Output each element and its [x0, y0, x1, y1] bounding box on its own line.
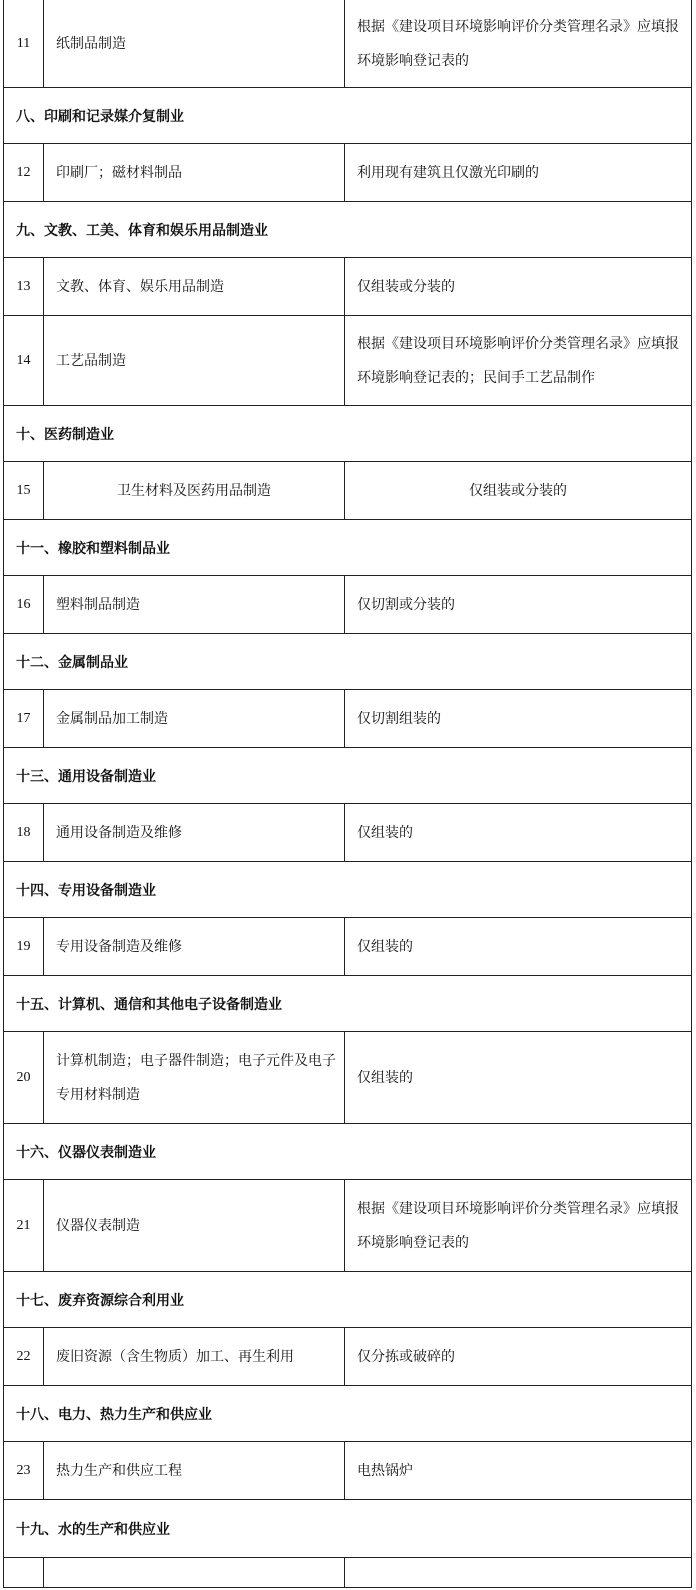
table-row — [4, 1180, 692, 1272]
condition-text: 仅分拣或破碎的 — [345, 1328, 692, 1386]
industry-name: 塑料制品制造 — [44, 576, 345, 634]
table-row — [4, 462, 692, 520]
condition-text: 根据《建设项目环境影响评价分类管理名录》应填报环境影响登记表的 — [345, 0, 692, 88]
section-title: 十三、通用设备制造业 — [4, 748, 692, 804]
section-row — [4, 202, 692, 258]
document-page — [3, 0, 692, 1588]
table-row — [4, 1032, 692, 1124]
table-row — [4, 1328, 692, 1386]
industry-name: 专用设备制造及维修 — [44, 918, 345, 976]
condition-text: 仅切割或分装的 — [345, 576, 692, 634]
item-number: 19 — [4, 918, 44, 976]
section-row — [4, 88, 692, 144]
table-row — [4, 804, 692, 862]
condition-text: 根据《建设项目环境影响评价分类管理名录》应填报环境影响登记表的；民间手工艺品制作 — [345, 316, 692, 406]
condition-text: 电热锅炉 — [345, 1442, 692, 1500]
item-number: 21 — [4, 1180, 44, 1272]
section-title: 九、文教、工美、体育和娱乐用品制造业 — [4, 202, 692, 258]
condition-text: 仅组装的 — [345, 918, 692, 976]
condition-text: 利用现有建筑且仅激光印刷的 — [345, 144, 692, 202]
section-title: 八、印刷和记录媒介复制业 — [4, 88, 692, 144]
section-row — [4, 976, 692, 1032]
table-row — [4, 918, 692, 976]
item-number: 13 — [4, 258, 44, 316]
section-row — [4, 520, 692, 576]
table-row — [4, 576, 692, 634]
industry-name — [44, 1558, 345, 1588]
section-title: 十六、仪器仪表制造业 — [4, 1124, 692, 1180]
section-row — [4, 748, 692, 804]
item-number: 16 — [4, 576, 44, 634]
item-number: 15 — [4, 462, 44, 520]
item-number: 22 — [4, 1328, 44, 1386]
section-row — [4, 1124, 692, 1180]
table-row — [4, 690, 692, 748]
table-row — [4, 144, 692, 202]
item-number — [4, 1558, 44, 1588]
industry-name: 文教、体育、娱乐用品制造 — [44, 258, 345, 316]
table-row — [4, 1442, 692, 1500]
item-number: 23 — [4, 1442, 44, 1500]
industry-name: 金属制品加工制造 — [44, 690, 345, 748]
section-row — [4, 862, 692, 918]
industry-name: 废旧资源（含生物质）加工、再生利用 — [44, 1328, 345, 1386]
table-row — [4, 258, 692, 316]
item-number: 18 — [4, 804, 44, 862]
section-row — [4, 406, 692, 462]
industry-name: 卫生材料及医药用品制造 — [44, 462, 345, 520]
industry-name: 印刷厂；磁材料制品 — [44, 144, 345, 202]
section-row — [4, 1386, 692, 1442]
industry-name: 热力生产和供应工程 — [44, 1442, 345, 1500]
section-title: 十七、废弃资源综合利用业 — [4, 1272, 692, 1328]
item-number: 14 — [4, 316, 44, 406]
registration-table — [3, 0, 692, 1588]
table-row — [4, 0, 692, 88]
table-row — [4, 316, 692, 406]
industry-name: 仪器仪表制造 — [44, 1180, 345, 1272]
industry-name: 计算机制造；电子器件制造；电子元件及电子专用材料制造 — [44, 1032, 345, 1124]
section-title: 十二、金属制品业 — [4, 634, 692, 690]
item-number: 17 — [4, 690, 44, 748]
section-title: 十四、专用设备制造业 — [4, 862, 692, 918]
condition-text: 仅组装或分装的 — [345, 258, 692, 316]
section-title: 十、医药制造业 — [4, 406, 692, 462]
section-title: 十九、水的生产和供应业 — [4, 1500, 692, 1558]
section-row — [4, 1500, 692, 1558]
section-title: 十五、计算机、通信和其他电子设备制造业 — [4, 976, 692, 1032]
condition-text: 根据《建设项目环境影响评价分类管理名录》应填报环境影响登记表的 — [345, 1180, 692, 1272]
condition-text: 仅切割组装的 — [345, 690, 692, 748]
condition-text — [345, 1558, 692, 1588]
industry-name: 通用设备制造及维修 — [44, 804, 345, 862]
item-number: 12 — [4, 144, 44, 202]
condition-text: 仅组装的 — [345, 1032, 692, 1124]
industry-name: 工艺品制造 — [44, 316, 345, 406]
industry-name: 纸制品制造 — [44, 0, 345, 88]
section-row — [4, 634, 692, 690]
condition-text: 仅组装的 — [345, 804, 692, 862]
item-number: 11 — [4, 0, 44, 88]
section-row — [4, 1272, 692, 1328]
item-number: 20 — [4, 1032, 44, 1124]
table-row — [4, 1558, 692, 1588]
section-title: 十八、电力、热力生产和供应业 — [4, 1386, 692, 1442]
section-title: 十一、橡胶和塑料制品业 — [4, 520, 692, 576]
condition-text: 仅组装或分装的 — [345, 462, 692, 520]
table-body — [4, 0, 692, 1588]
